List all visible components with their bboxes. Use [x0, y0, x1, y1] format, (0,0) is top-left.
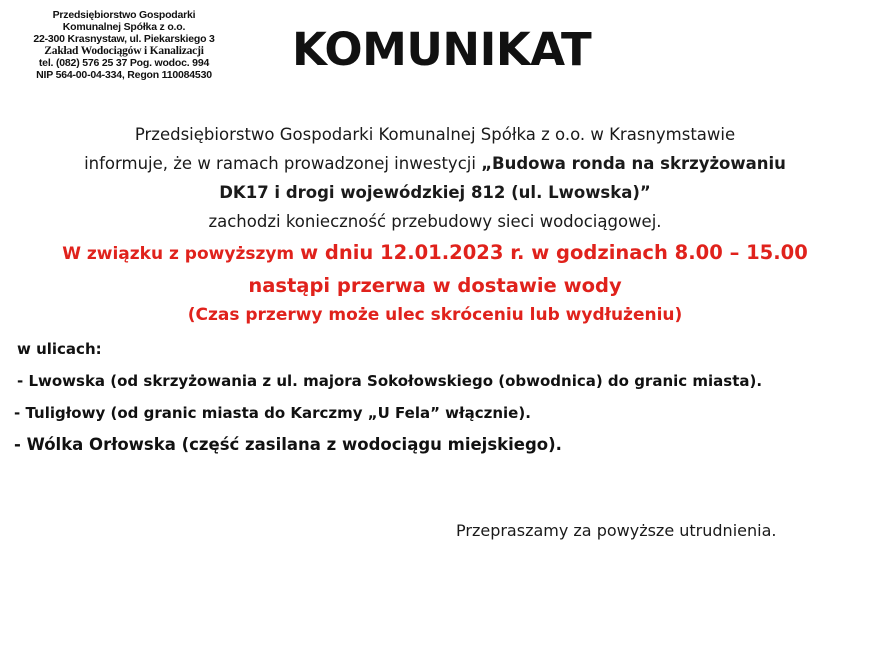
intro-line-2	[0, 149, 870, 178]
stamp-line-tax-ids: NIP 564-00-04-334, Regon 110084530	[36, 69, 212, 81]
streets-heading: w ulicach:	[17, 340, 102, 358]
company-stamp	[8, 9, 240, 81]
stamp-line-phone: tel. (082) 576 25 37 Pog. wodoc. 994	[38, 57, 210, 69]
notice-duration-note: (Czas przerwy może ulec skróceniu lub wydłużeniu)	[187, 305, 683, 325]
intro-text: informuje, że w ramach prowadzonej inwestycji	[84, 154, 482, 173]
stamp-line-department: Zakład Wodociągów i Kanalizacji	[44, 45, 204, 57]
investment-name-end: DK17 i drogi wojewódzkiej 812 (ul. Lwowska)”	[219, 183, 651, 202]
notice-lead: W związku z powyższym	[62, 244, 301, 264]
page-title: KOMUNIKAT	[292, 23, 592, 76]
announcement-body	[0, 120, 870, 330]
street-item-lwowska: - Lwowska (od skrzyżowania z ul. majora Sokołowskiego (obwodnica) do granic miasta).	[17, 372, 763, 390]
intro-line-4: zachodzi konieczność przebudowy sieci wodociągowej.	[208, 212, 662, 231]
investment-name-start: „Budowa ronda na skrzyżowaniu	[481, 154, 786, 173]
notice-interruption: nastąpi przerwa w dostawie wody	[248, 274, 622, 297]
street-item-tuliglowy: - Tuligłowy (od granic miasta do Karczmy „U Fela” włącznie).	[14, 404, 531, 422]
intro-line-1: Przedsiębiorstwo Gospodarki Komunalnej Spółka z o.o. w Krasnymstawie	[134, 125, 736, 144]
notice-date-time: w dniu 12.01.2023 r. w godzinach 8.00 – 15.00	[300, 241, 808, 264]
street-item-wolka-orlowska: - Wólka Orłowska (część zasilana z wodociągu miejskiego).	[14, 435, 562, 454]
closing-apology: Przepraszamy za powyższe utrudnienia.	[456, 521, 777, 540]
stamp-line-company: Przedsiębiorstwo Gospodarki	[52, 9, 196, 21]
stamp-line-address: 22-300 Krasnystaw, ul. Piekarskiego 3	[33, 33, 215, 45]
intro-line-3	[0, 178, 870, 207]
stamp-line-company-type: Komunalnej Spółka z o.o.	[62, 21, 186, 33]
notice-date-line	[0, 237, 870, 270]
